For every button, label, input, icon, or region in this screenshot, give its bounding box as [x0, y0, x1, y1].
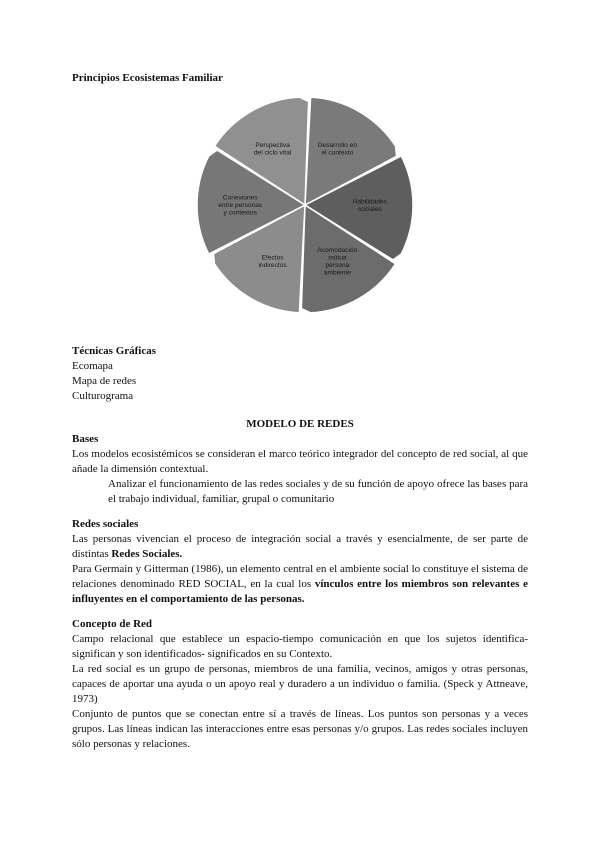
- redes-title: Redes sociales: [72, 518, 139, 530]
- redes-p1-bold: Redes Sociales.: [111, 548, 183, 560]
- cycle-svg: [190, 90, 420, 320]
- bases-title: Bases: [72, 433, 99, 445]
- heading-principios: Principios Ecosistemas Familiar: [72, 72, 223, 84]
- tecnica-item: Ecomapa: [72, 360, 113, 372]
- tecnicas-section: [72, 344, 528, 404]
- cycle-segment-label: Acomodación mútua persona ambiente: [317, 246, 358, 277]
- redes-p1-text: Las personas vivencian el proceso de integración social a través y esencialmente, de ser parte de distintas: [72, 533, 528, 560]
- spacer: [72, 607, 528, 617]
- redes-paragraph-1: [72, 532, 528, 562]
- bases-paragraph-2: Analizar el funcionamiento de las redes sociales y de su función de apoyo ofrece las bases para el trabajo individual, familiar, grupal o comunitario: [108, 478, 528, 505]
- cycle-segment-label: Habilidades sociales: [352, 198, 388, 213]
- bases-paragraph-1: Los modelos ecosistémicos se consideran el marco teórico integrador del concepto de red social, al que añade la dimensión contextual.: [72, 448, 528, 475]
- cycle-diagram: [190, 90, 420, 320]
- cycle-segment-label: Perspectiva del ciclo vital: [253, 142, 292, 157]
- cycle-segment-label: Conexiones entre personas y contextos: [218, 194, 263, 217]
- redes-paragraph-2: [72, 562, 528, 607]
- redes-p2-bold: vínculos entre los miembros son relevantes e influyentes en el comportamiento de las personas.: [72, 578, 528, 605]
- concepto-paragraph-3: Conjunto de puntos que se conectan entre sí a través de líneas. Los puntos son personas y a veces grupos. Las líneas indican las interacciones entre esas personas y/o grupos. Las redes sociales incluyen sólo personas y relaciones.: [72, 708, 528, 750]
- tecnica-item: Culturograma: [72, 390, 134, 402]
- cycle-segment-label: Efectos indirectos: [258, 254, 287, 269]
- modelo-title: MODELO DE REDES: [246, 418, 354, 430]
- concepto-paragraph-1: Campo relacional que establece un espacio-tiempo comunicación en que los sujetos identifica-significan y son identificados- significados en su Contexto.: [72, 633, 528, 660]
- concepto-paragraph-2: La red social es un grupo de personas, miembros de una familia, vecinos, amigos y otras personas, capaces de aportar una ayuda o un apoyo real y duradero a un individuo o familia. (Speck y Attneave, 1973): [72, 663, 528, 705]
- cycle-segment-label: Desarrollo en el contexto: [317, 142, 358, 157]
- content-sections: [72, 432, 528, 752]
- spacer: [72, 507, 528, 517]
- tecnica-item: Mapa de redes: [72, 375, 137, 387]
- tecnicas-title: Técnicas Gráficas: [72, 345, 157, 357]
- redes-p2-text: Para Germain y Gitterman (1986), un elemento central en el ambiente social lo constituye el sistema de relaciones denominado RED SOCIAL, en la cual los: [72, 563, 528, 590]
- concepto-title: Concepto de Red: [72, 618, 153, 630]
